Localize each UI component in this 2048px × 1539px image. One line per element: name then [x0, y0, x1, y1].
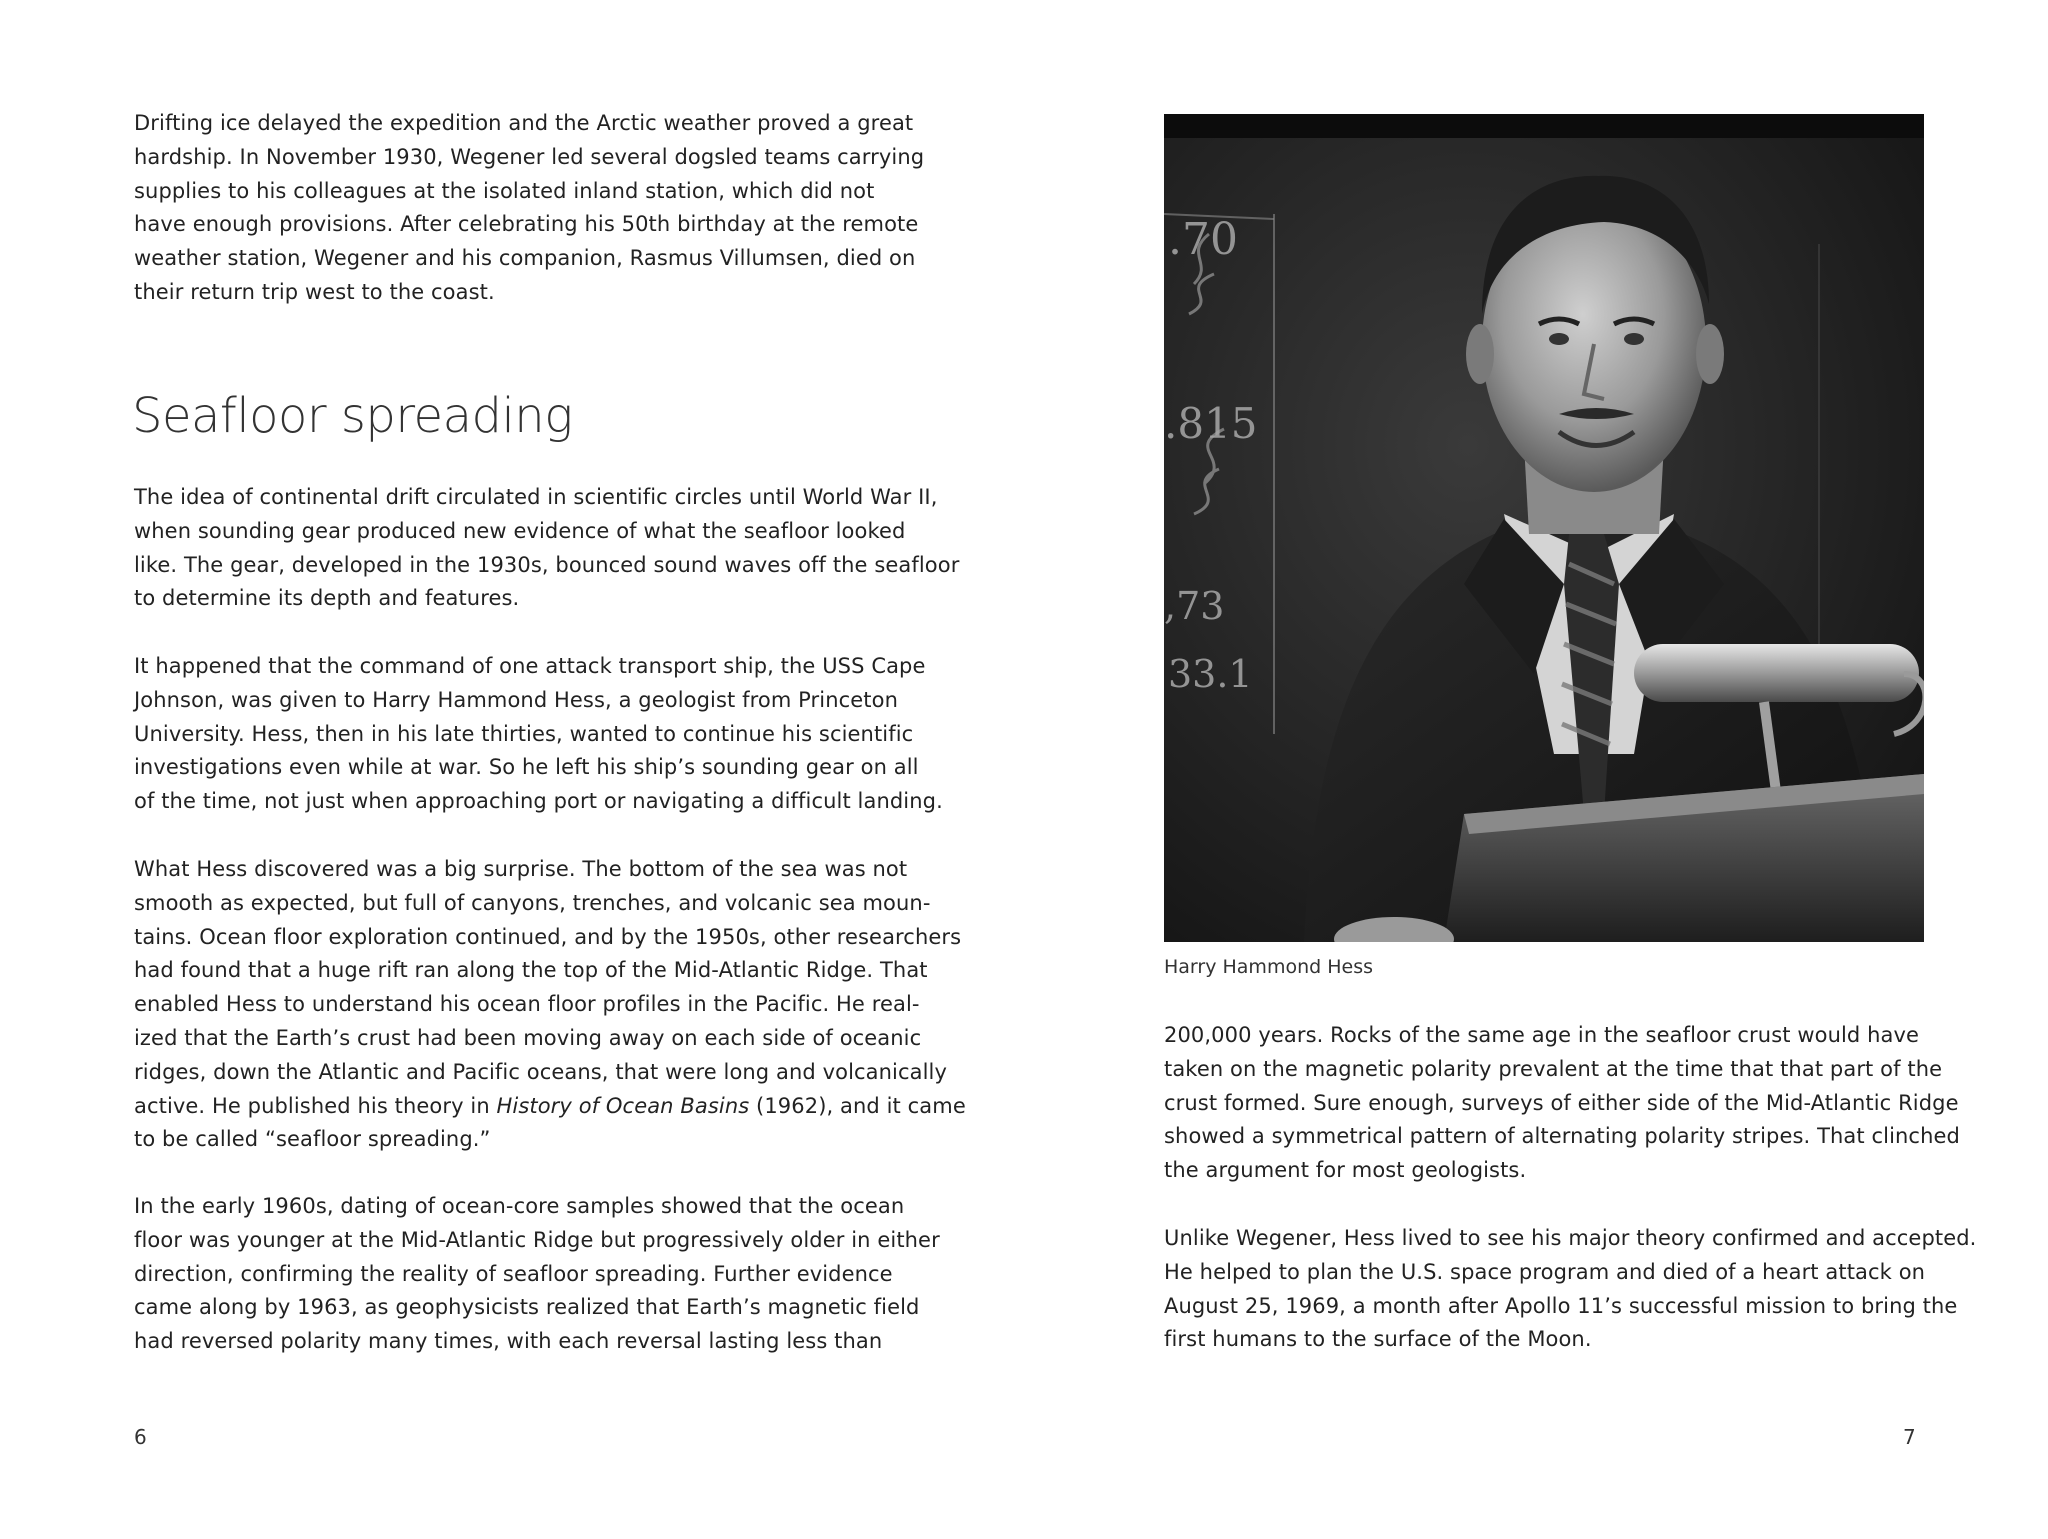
text-line: ridges, down the Atlantic and Pacific oceans, that were long and volcanically [134, 1059, 947, 1084]
text-line: investigations even while at war. So he left his ship’s sounding gear on all [134, 755, 919, 780]
text-line: floor was younger at the Mid-Atlantic Ridge but progressively older in either [134, 1227, 940, 1252]
text-line: had found that a huge rift ran along the top of the Mid-Atlantic Ridge. That [134, 958, 928, 983]
chalk-mark: .70 [1168, 214, 1238, 265]
text-line: weather station, Wegener and his companion, Rasmus Villumsen, died on [134, 246, 916, 271]
text-line: hardship. In November 1930, Wegener led several dogsled teams carrying [134, 144, 925, 169]
text-line: came along by 1963, as geophysicists realized that Earth’s magnetic field [134, 1295, 920, 1320]
body-paragraph-1 [134, 481, 960, 616]
text-run: (1962), and it came [749, 1093, 966, 1118]
text-line: when sounding gear produced new evidence of what the seafloor looked [134, 518, 906, 543]
right-paragraph-1 [1164, 1019, 1960, 1188]
text-line: first humans to the surface of the Moon. [1164, 1327, 1592, 1352]
intro-paragraph [134, 107, 925, 310]
text-line: to determine its depth and features. [134, 586, 520, 611]
text-line: their return trip west to the coast. [134, 279, 495, 304]
text-line: to be called “seafloor spreading.” [134, 1127, 491, 1152]
text-line: enabled Hess to understand his ocean floor profiles in the Pacific. He real- [134, 992, 920, 1017]
text-line: crust formed. Sure enough, surveys of either side of the Mid-Atlantic Ridge [1164, 1090, 1959, 1115]
text-line: The idea of continental drift circulated in scientific circles until World War II, [134, 485, 938, 509]
chalk-mark: 33.1 [1168, 652, 1253, 696]
text-line: In the early 1960s, dating of ocean-core samples showed that the ocean [134, 1194, 905, 1218]
text-run: active. He published his theory in [134, 1093, 497, 1118]
text-line: Unlike Wegener, Hess lived to see his major theory confirmed and accepted. [1164, 1226, 1977, 1250]
section-heading: Seafloor spreading [132, 388, 573, 444]
text-line: August 25, 1969, a month after Apollo 11’s successful mission to bring the [1164, 1293, 1958, 1318]
body-paragraph-2 [134, 650, 943, 819]
text-line: direction, confirming the reality of seafloor spreading. Further evidence [134, 1261, 893, 1286]
text-line: What Hess discovered was a big surprise. The bottom of the sea was not [134, 857, 908, 881]
text-line: Johnson, was given to Harry Hammond Hess, a geologist from Princeton [134, 687, 898, 712]
text-line: University. Hess, then in his late thirties, wanted to continue his scientific [134, 721, 914, 746]
text-line: It happened that the command of one attack transport ship, the USS Cape [134, 654, 926, 678]
text-line: the argument for most geologists. [1164, 1158, 1527, 1183]
right-paragraph-2 [1164, 1222, 1977, 1357]
text-line: Drifting ice delayed the expedition and the Arctic weather proved a great [134, 111, 914, 135]
text-line: of the time, not just when approaching port or navigating a difficult landing. [134, 789, 943, 814]
body-paragraph-4 [134, 1190, 940, 1359]
text-line: smooth as expected, but full of canyons, trenches, and volcanic sea moun- [134, 890, 931, 915]
text-line: had reversed polarity many times, with each reversal lasting less than [134, 1329, 883, 1354]
photo-caption: Harry Hammond Hess [1164, 956, 1373, 978]
page-number-right: 7 [1903, 1425, 1916, 1449]
text-line-with-title [134, 1090, 966, 1124]
body-paragraph-3 [134, 853, 966, 1157]
text-line: have enough provisions. After celebrating his 50th birthday at the remote [134, 212, 919, 237]
chalk-mark: .815 [1164, 399, 1258, 448]
text-line: tains. Ocean floor exploration continued, and by the 1950s, other researchers [134, 924, 962, 949]
book-title: History of Ocean Basins [496, 1093, 750, 1118]
microphone [1634, 644, 1919, 702]
text-line: taken on the magnetic polarity prevalent at the time that that part of the [1164, 1056, 1943, 1081]
text-line: ized that the Earth’s crust had been moving away on each side of oceanic [134, 1025, 922, 1050]
portrait-photo [1164, 114, 1924, 942]
text-line: supplies to his colleagues at the isolated inland station, which did not [134, 178, 875, 203]
text-line: 200,000 years. Rocks of the same age in the seafloor crust would have [1164, 1023, 1920, 1047]
text-line: He helped to plan the U.S. space program and died of a heart attack on [1164, 1259, 1926, 1284]
text-line: like. The gear, developed in the 1930s, bounced sound waves off the seafloor [134, 552, 960, 577]
page-number-left: 6 [134, 1425, 147, 1449]
text-line: showed a symmetrical pattern of alternating polarity stripes. That clinched [1164, 1124, 1960, 1149]
chalk-mark: ,73 [1164, 584, 1225, 628]
